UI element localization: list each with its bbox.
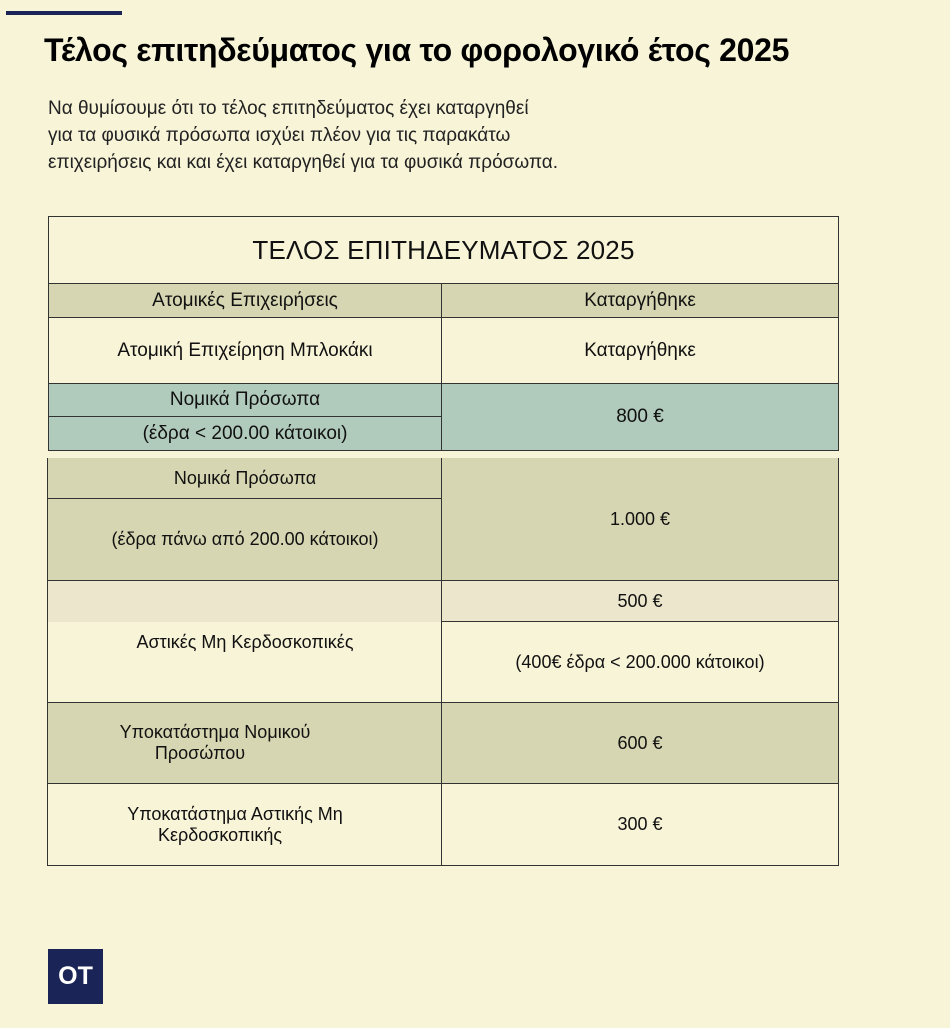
intro-line: Να θυμίσουμε ότι το τέλος επιτηδεύματος έχει καταργηθεί (48, 98, 529, 119)
intro-line: επιχειρήσεις και και έχει καταργηθεί για τα φυσικά πρόσωπα. (48, 152, 559, 173)
grid-line (47, 458, 48, 866)
table-heading: ΤΕΛΟΣ ΕΠΙΤΗΔΕΥΜΑΤΟΣ 2025 (48, 216, 839, 284)
cell-nonprofit-value: 500 € (441, 580, 839, 622)
cell-nonprofit-blank (48, 580, 442, 622)
cell-block-value: Καταργήθηκε (441, 317, 839, 384)
label-line: Υποκατάστημα Αστικής Μη (127, 803, 343, 824)
grid-line (48, 702, 839, 703)
grid-line (441, 621, 839, 622)
label-line: Προσώπου (154, 743, 246, 763)
grid-line (48, 580, 839, 581)
grid-line (48, 865, 839, 866)
grid-line (441, 458, 442, 866)
cell-nonprofit-branch-value: 300 € (617, 814, 663, 834)
cell-nonprofit-branch-label (48, 784, 442, 865)
cell-nonprofit-label: Αστικές Μη Κερδοσκοπικές (136, 631, 354, 652)
cell-individual-label: Ατομικές Επιχειρήσεις (48, 283, 442, 318)
cell-legal-large-label: Νομικά Πρόσωπα (48, 458, 442, 498)
cell-legal-branch-label (48, 702, 442, 784)
cell-legal-large-note: (έδρα πάνω από 200.00 κάτοικοι) (48, 498, 442, 580)
accent-bar (6, 11, 122, 15)
cell-individual-value: Καταργήθηκε (441, 283, 839, 318)
cell-legal-large-value: 1.000 € (441, 458, 839, 580)
grid-line (48, 783, 839, 784)
grid-line (48, 498, 442, 499)
label-line: Κερδοσκοπικής (157, 824, 283, 845)
cell-legal-branch-value: 600 € (441, 702, 839, 784)
brand-logo: OT (48, 949, 103, 1004)
cell-block-label: Ατομική Επιχείρηση Μπλοκάκι (48, 317, 442, 384)
intro-line: για τα φυσικά πρόσωπα ισχύει πλέον για τις παρακάτω (48, 125, 511, 146)
cell-legal-small-note: (έδρα < 200.00 κάτοικοι) (48, 416, 442, 451)
cell-legal-small-value: 800 € (441, 383, 839, 451)
label-line: Υποκατάστημα Νομικού (119, 722, 311, 742)
grid-line (838, 458, 839, 866)
page-title: Τέλος επιτηδεύματος για το φορολογικό έτος 2025 (44, 32, 790, 68)
cell-legal-small-label: Νομικά Πρόσωπα (48, 383, 442, 417)
intro-text (48, 95, 558, 176)
cell-nonprofit-note: (400€ έδρα < 200.000 κάτοικοι) (515, 651, 765, 672)
